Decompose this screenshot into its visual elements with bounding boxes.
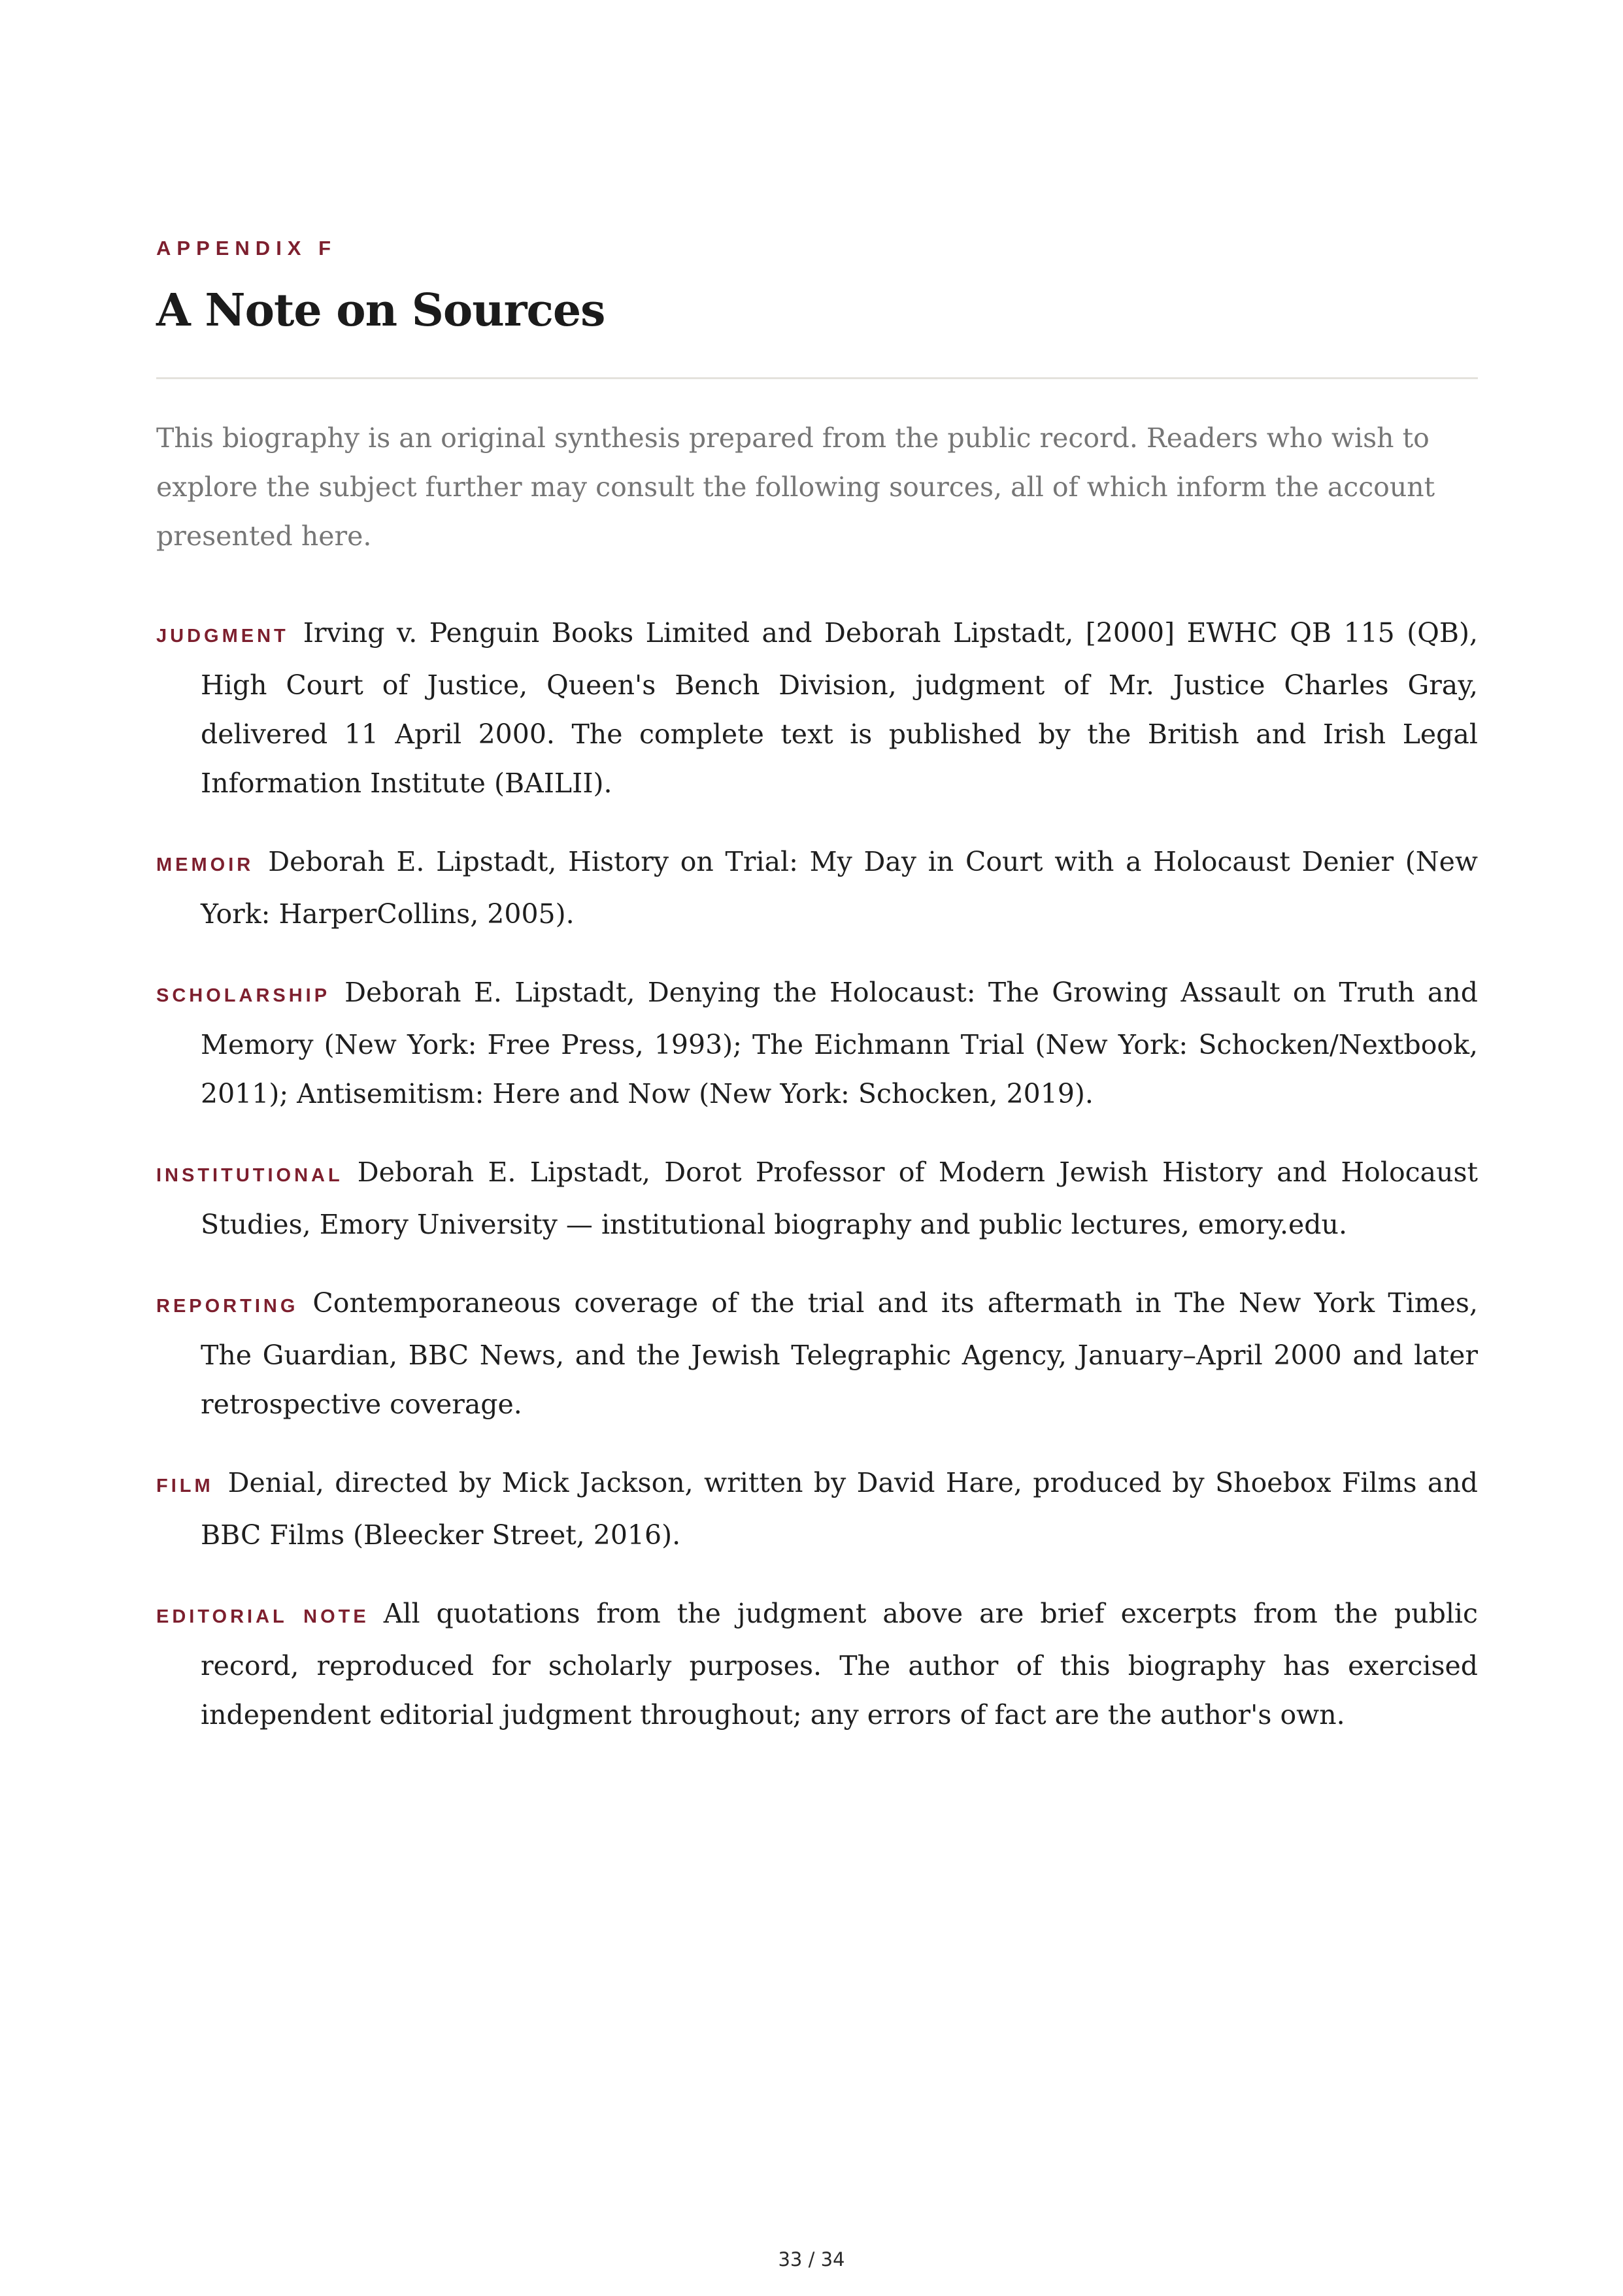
- source-entry-memoir: [156, 837, 1478, 939]
- source-text: Deborah E. Lipstadt, Dorot Professor of Modern Jewish History and Holocaust Studies, Emory University — institutional biography and public lectures, emory.edu.: [201, 1156, 1478, 1240]
- source-label: EDITORIAL NOTE: [156, 1606, 369, 1627]
- source-label: SCHOLARSHIP: [156, 985, 331, 1006]
- title-divider: [156, 377, 1478, 379]
- source-label: MEMOIR: [156, 854, 254, 875]
- source-text: Denial, directed by Mick Jackson, written by David Hare, produced by Shoebox Films and BBC Films (Bleecker Street, 2016).: [201, 1467, 1478, 1551]
- source-text: Contemporaneous coverage of the trial and its aftermath in The New York Times, The Guardian, BBC News, and the Jewish Telegraphic Agency, January–April 2000 and later retrospective coverage.: [201, 1287, 1478, 1420]
- source-entry-judgment: [156, 609, 1478, 808]
- source-entry-reporting: [156, 1279, 1478, 1429]
- sources-list: [156, 609, 1478, 1769]
- source-label: INSTITUTIONAL: [156, 1165, 343, 1186]
- page-title: A Note on Sources: [156, 284, 605, 337]
- source-entry-scholarship: [156, 968, 1478, 1119]
- intro-paragraph: This biography is an original synthesis prepared from the public record. Readers who wish to explore the subject further may consult the following sources, all of which inform the account presented here.: [156, 422, 1435, 552]
- source-entry-film: [156, 1459, 1478, 1560]
- source-label: JUDGMENT: [156, 626, 289, 647]
- source-label: FILM: [156, 1476, 214, 1496]
- source-label: REPORTING: [156, 1296, 299, 1317]
- source-text: Deborah E. Lipstadt, Denying the Holocaust: The Growing Assault on Truth and Memory (New York: Free Press, 1993); The Eichmann Trial (New York: Schocken/Nextbook, 2011); Antisemitism: Here and Now (New York: Schocken, 2019).: [201, 977, 1478, 1109]
- source-text: Irving v. Penguin Books Limited and Deborah Lipstadt, [2000] EWHC QB 115 (QB), High Court of Justice, Queen's Bench Division, judgment of Mr. Justice Charles Gray, delivered 11 April 2000. The complete text is published by the British and Irish Legal Information Institute (BAILII).: [201, 617, 1478, 799]
- source-entry-editorial-note: [156, 1589, 1478, 1740]
- page-number: 33 / 34: [778, 2248, 845, 2271]
- source-text: All quotations from the judgment above are brief excerpts from the public record, reproduced for scholarly purposes. The author of this biography has exercised independent editorial judgment throughout; any errors of fact are the author's own.: [201, 1598, 1479, 1730]
- appendix-label: APPENDIX F: [156, 237, 337, 260]
- source-entry-institutional: [156, 1148, 1478, 1249]
- source-text: Deborah E. Lipstadt, History on Trial: My Day in Court with a Holocaust Denier (New York: HarperCollins, 2005).: [201, 846, 1478, 930]
